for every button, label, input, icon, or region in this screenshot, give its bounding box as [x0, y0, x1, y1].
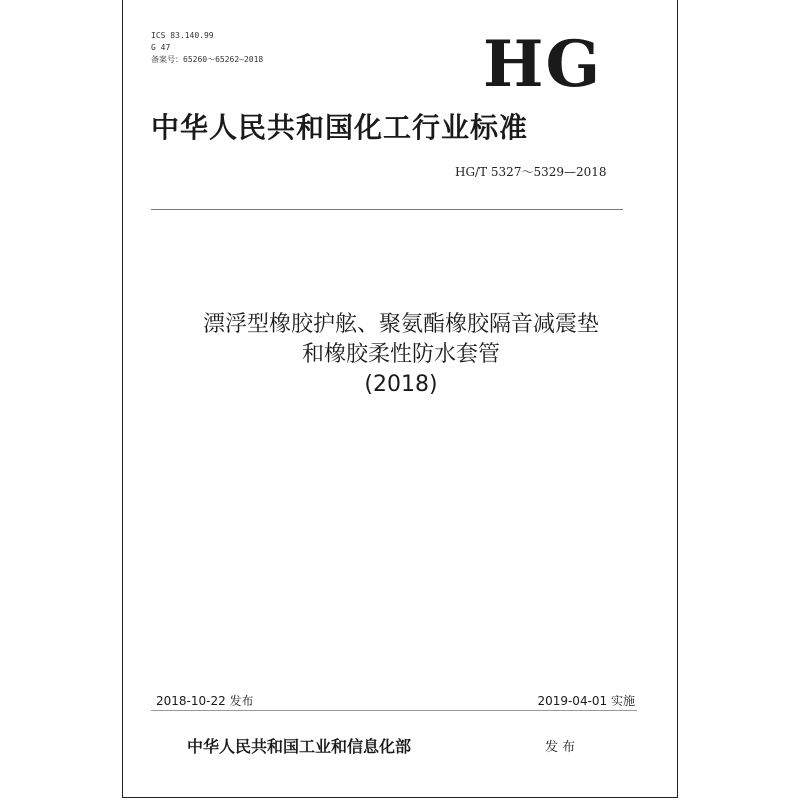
industry-standard-title: 中华人民共和国化工行业标准 — [151, 111, 529, 144]
title-line-1: 漂浮型橡胶护舷、聚氨酯橡胶隔音减震垫 — [202, 312, 599, 337]
issuing-authority: 中华人民共和国工业和信息化部 — [187, 737, 412, 756]
classification-code: G 47 — [151, 43, 171, 52]
standard-number: HG/T 5327～5329—2018 — [455, 165, 607, 179]
implementation-date: 2019-04-01 实施 — [537, 694, 635, 708]
issue-label: 发 布 — [545, 740, 576, 755]
title-year: (2018) — [364, 372, 438, 397]
ics-code: ICS 83.140.99 — [151, 31, 214, 40]
footer-divider — [151, 710, 637, 711]
header-divider — [151, 209, 623, 210]
release-date: 2018-10-22 发布 — [156, 694, 254, 708]
document-title — [123, 310, 679, 400]
standard-cover-page — [122, 0, 678, 798]
filing-number: 备案号：65260～65262—2018 — [151, 55, 264, 64]
hg-logo: HG — [483, 27, 603, 102]
document-metadata — [151, 30, 263, 66]
title-line-2: 和橡胶柔性防水套管 — [301, 342, 500, 367]
